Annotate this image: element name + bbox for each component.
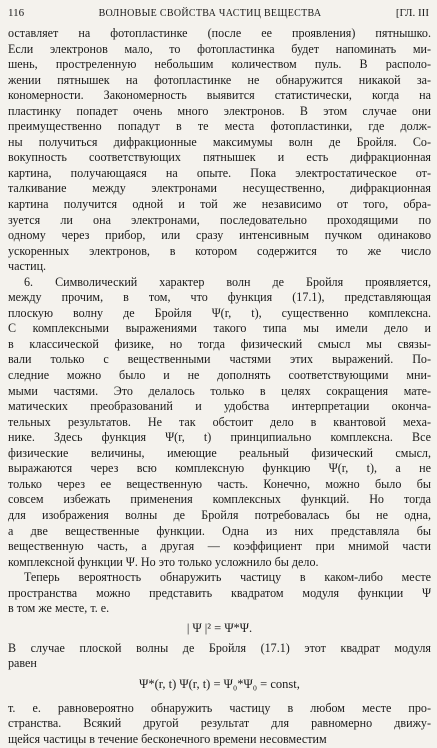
text-line: В случае плоской волны де Бройля (17.1) этот квадрат модуля <box>8 640 431 655</box>
text-line: С комплексными выражениями такого типа мы имели дело и <box>8 321 431 336</box>
text-line: в классической физике, но тогда физический смысл мы связы- <box>8 336 431 351</box>
text-line: а две вещественные функции. Одна из них представляла бы <box>8 523 431 538</box>
text-line: равен <box>8 656 37 671</box>
text-line: тельных результатов. Не так обстоит дело в квантовой меха- <box>8 414 431 429</box>
text-line: нике. Здесь функция Ψ(r, t) принципиально комплексна. Все <box>8 430 431 445</box>
text-line: между прочим, в том, что функция (17.1), представляющая <box>8 290 431 305</box>
text-line: в том же месте, т. е. <box>8 601 110 616</box>
text-line: щейся частицы в течение бесконечного времени несовместим <box>8 731 327 746</box>
formula-plane-wave: Ψ*(r, t) Ψ(r, t) = Ψ₀*Ψ₀ = const, <box>139 676 300 691</box>
text-line: ускоренных электронов, в котором содержится то же число <box>8 243 431 258</box>
text-line: одному через прибор, или сразу интенсивным пучком одинаково <box>8 228 431 243</box>
text-line: т. е. равновероятно обнаружить частицу в любом месте про- <box>8 700 431 715</box>
text-line: матических преобразований и удобства интерпретации оконча- <box>8 399 431 414</box>
text-line: Если электронов мало, то фотопластинка будет напоминать ми- <box>8 41 431 56</box>
text-line: пространства можно представить квадратом модуля функции Ψ <box>8 585 431 600</box>
paragraph-1 <box>8 26 431 275</box>
text-line: выражаются через всю комплексную функцию Ψ(r, t), а не <box>8 461 431 476</box>
text-line: зуется ли она электронами, последовательно проходящими по <box>8 212 431 227</box>
paragraph-3 <box>8 570 431 617</box>
text-line: шень, простреленную небольшим количеством пуль. В располо- <box>8 57 431 72</box>
text-line: вокупность соответствующих пятнышек и есть дифракционная <box>8 150 431 165</box>
text-line: талкивание между электронами несущественно, дифракционная <box>8 181 431 196</box>
text-line: физические величины, имеющие реальный физический смысл, <box>8 445 431 460</box>
text-line: вещественную часть, а другая — коэффициент при мнимой части <box>8 539 431 554</box>
text-line: следние можно было и не дополнять соответствующими мни- <box>8 368 431 383</box>
running-title: ВОЛНОВЫЕ СВОЙСТВА ЧАСТИЦ ВЕЩЕСТВА <box>98 8 322 19</box>
text-line: жении пятнышек на фотопластинке не обнаружится никакой за- <box>8 72 431 87</box>
text-line: мыми частями. Это делалось только в целях сокращения мате- <box>8 383 431 398</box>
text-line: кономерности. Закономерность выявится статистически, когда на <box>8 88 431 103</box>
text-line: частиц. <box>8 259 47 274</box>
text-line: плоскую волну де Бройля Ψ(r, t), существенно комплексна. <box>8 305 431 320</box>
text-line: Теперь вероятность обнаружить частицу в каком-либо месте <box>24 570 431 585</box>
text-line: комплексной функции Ψ. Но это только усложнило бы дело. <box>8 554 319 569</box>
page-number: 116 <box>8 7 25 19</box>
formula-modulus-squared: | Ψ |² = Ψ*Ψ. <box>186 620 253 635</box>
paragraph-2 <box>8 275 431 570</box>
text-line: совсем избежать применения комплексных функций. Но тогда <box>8 492 431 507</box>
body-text <box>8 26 431 748</box>
text-line: пластинку попадет очень много электронов. В этом случае они <box>8 103 431 118</box>
paragraph-4 <box>8 641 431 672</box>
text-line: оставляет на фотопластинке (после ее проявления) пятнышко. <box>8 26 431 40</box>
text-line: картина, получающаяся на опыте. Пока электростатическое от- <box>8 165 431 180</box>
text-line: странства. Всякий другой результат для равномерно движу- <box>8 716 431 731</box>
chapter-label: [ГЛ. III <box>395 7 429 19</box>
page-header <box>8 6 431 23</box>
text-line: преимущественно попадут в те места фотопластинки, где долж- <box>8 119 431 134</box>
text-line: картина получится одной и той же независимо от того, обра- <box>8 197 431 212</box>
text-line: только через ее вещественную часть. Конечно, можно было бы <box>8 476 431 491</box>
text-line: ны получиться дифракционные максимумы волн де Бройля. Со- <box>8 134 431 149</box>
text-line: для изображения волны де Бройля потребовалась бы не одна, <box>8 507 431 522</box>
text-line: вали только с вещественными частями этих выражений. По- <box>8 352 431 367</box>
text-line: 6. Символический характер волн де Бройля проявляется, <box>24 274 431 289</box>
